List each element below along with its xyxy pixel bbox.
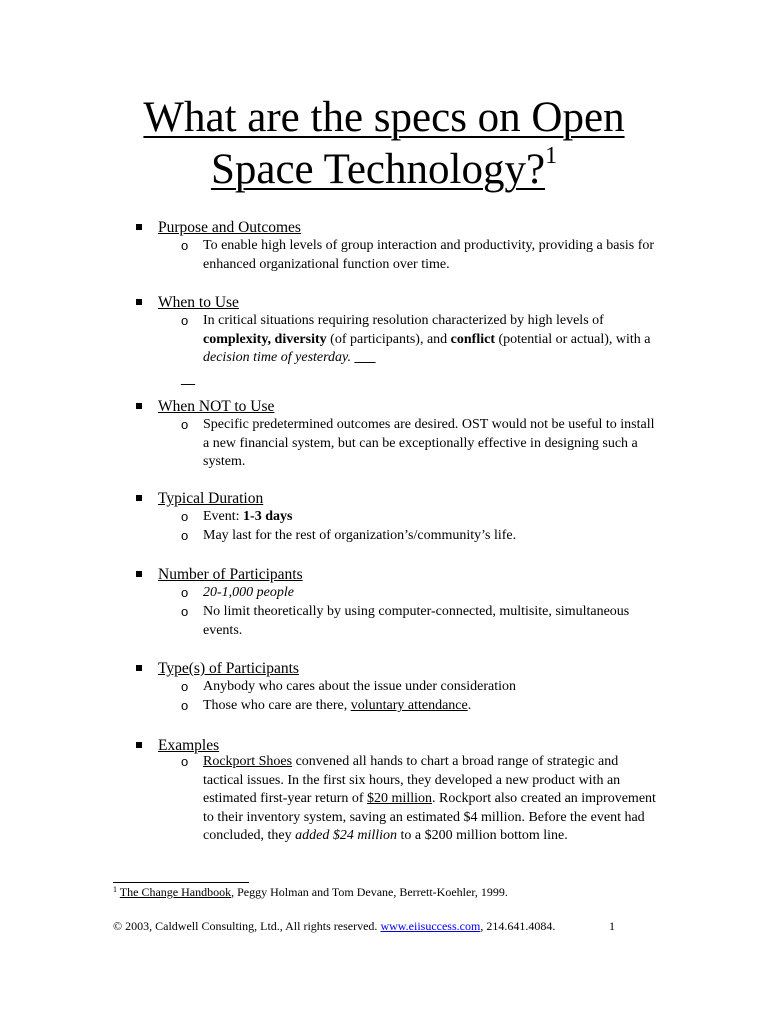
text-run: (potential or actual), with a	[495, 331, 651, 347]
footer-phone: , 214.641.4084.	[480, 919, 556, 933]
circle-bullet-icon: o	[181, 417, 189, 432]
italic-run: added $24 million	[295, 828, 398, 843]
underlined-run: Rockport Shoes	[203, 754, 293, 769]
circle-bullet-icon: o	[181, 238, 189, 253]
square-bullet-icon	[136, 665, 142, 671]
section-heading: When to Use	[158, 294, 239, 311]
text-run: Event:	[203, 509, 244, 524]
section-heading: Purpose and Outcomes	[158, 219, 301, 236]
footer-copyright: © 2003, Caldwell Consulting, Ltd., All rights reserved.	[113, 919, 381, 933]
page-footer	[113, 918, 555, 934]
page-number: 1	[609, 919, 615, 933]
footnote-book-title: The Change Handbook	[119, 885, 232, 899]
square-bullet-icon	[136, 299, 142, 305]
list-item-text	[203, 753, 658, 846]
circle-bullet-icon: o	[181, 754, 189, 769]
text-run: (of participants), and	[326, 331, 451, 347]
circle-bullet-icon: o	[181, 698, 189, 713]
list-item-text	[203, 312, 658, 368]
square-bullet-icon	[136, 742, 142, 748]
footnote-divider	[113, 882, 249, 883]
blank-run: ___	[354, 350, 376, 365]
bold-run: conflict	[450, 331, 495, 347]
footnote	[113, 884, 508, 900]
text-run: convened all hands to chart a broad range of strategic and tactical issues. In the first six hours, they developed a new product with an estimated first-year return of	[203, 754, 621, 806]
underlined-run: voluntary attendance	[350, 698, 468, 713]
list-item-text: No limit theoretically by using computer-connected, multisite, simultaneous events.	[203, 604, 630, 638]
circle-bullet-icon: o	[181, 313, 189, 328]
underlined-run: $20 million	[367, 791, 432, 806]
page-title	[0, 92, 768, 196]
text-run: In critical situations requiring resolution characterized by high levels of	[203, 313, 604, 328]
list-item-text: Specific predetermined outcomes are desired. OST would not be useful to install a new financial system, but can be exceptionally effective in designing such a system.	[203, 417, 655, 469]
list-item-text: To enable high levels of group interaction and productivity, providing a basis for enhanced organizational function over time.	[203, 238, 655, 272]
footnote-number: 1	[113, 885, 117, 894]
list-item-text: Anybody who cares about the issue under consideration	[203, 679, 516, 694]
circle-bullet-icon: o	[181, 528, 189, 543]
text-run: Those who care are there,	[203, 698, 351, 713]
square-bullet-icon	[136, 495, 142, 501]
list-item-text: May last for the rest of organization’s/community’s life.	[203, 528, 517, 543]
text-run: to a $200 million bottom line.	[397, 828, 568, 843]
square-bullet-icon	[136, 224, 142, 230]
title-footnote-ref: 1	[545, 143, 558, 169]
list-item-text	[203, 697, 658, 716]
section-heading: Type(s) of Participants	[158, 660, 299, 677]
bold-run: 1-3 days	[243, 509, 293, 524]
section-heading: When NOT to Use	[158, 398, 275, 415]
section-heading: Examples	[158, 737, 220, 754]
stray-underscore: __	[181, 372, 195, 387]
text-run: . Rockport also created an improvement to their inventory system, saving an estimated $4 million. Before the event had concluded, they	[203, 791, 656, 843]
title-line-1: What are the specs on Open	[143, 94, 625, 141]
circle-bullet-icon: o	[181, 604, 189, 619]
list-item-text	[203, 508, 658, 527]
circle-bullet-icon: o	[181, 509, 189, 524]
section-heading: Typical Duration	[158, 490, 264, 507]
list-item-text: 20-1,000 people	[203, 585, 294, 600]
bold-run: complexity, diversity	[203, 331, 327, 347]
footer-website-link[interactable]: www.eiisuccess.com	[380, 919, 481, 933]
square-bullet-icon	[136, 571, 142, 577]
section-heading: Number of Participants	[158, 566, 303, 583]
italic-run: decision time of yesterday.	[203, 350, 351, 365]
circle-bullet-icon: o	[181, 679, 189, 694]
footnote-text: , Peggy Holman and Tom Devane, Berrett-Koehler, 1999.	[231, 885, 508, 899]
text-run: .	[467, 698, 472, 713]
circle-bullet-icon: o	[181, 585, 189, 600]
title-line-2: Space Technology?	[210, 146, 546, 193]
square-bullet-icon	[136, 403, 142, 409]
